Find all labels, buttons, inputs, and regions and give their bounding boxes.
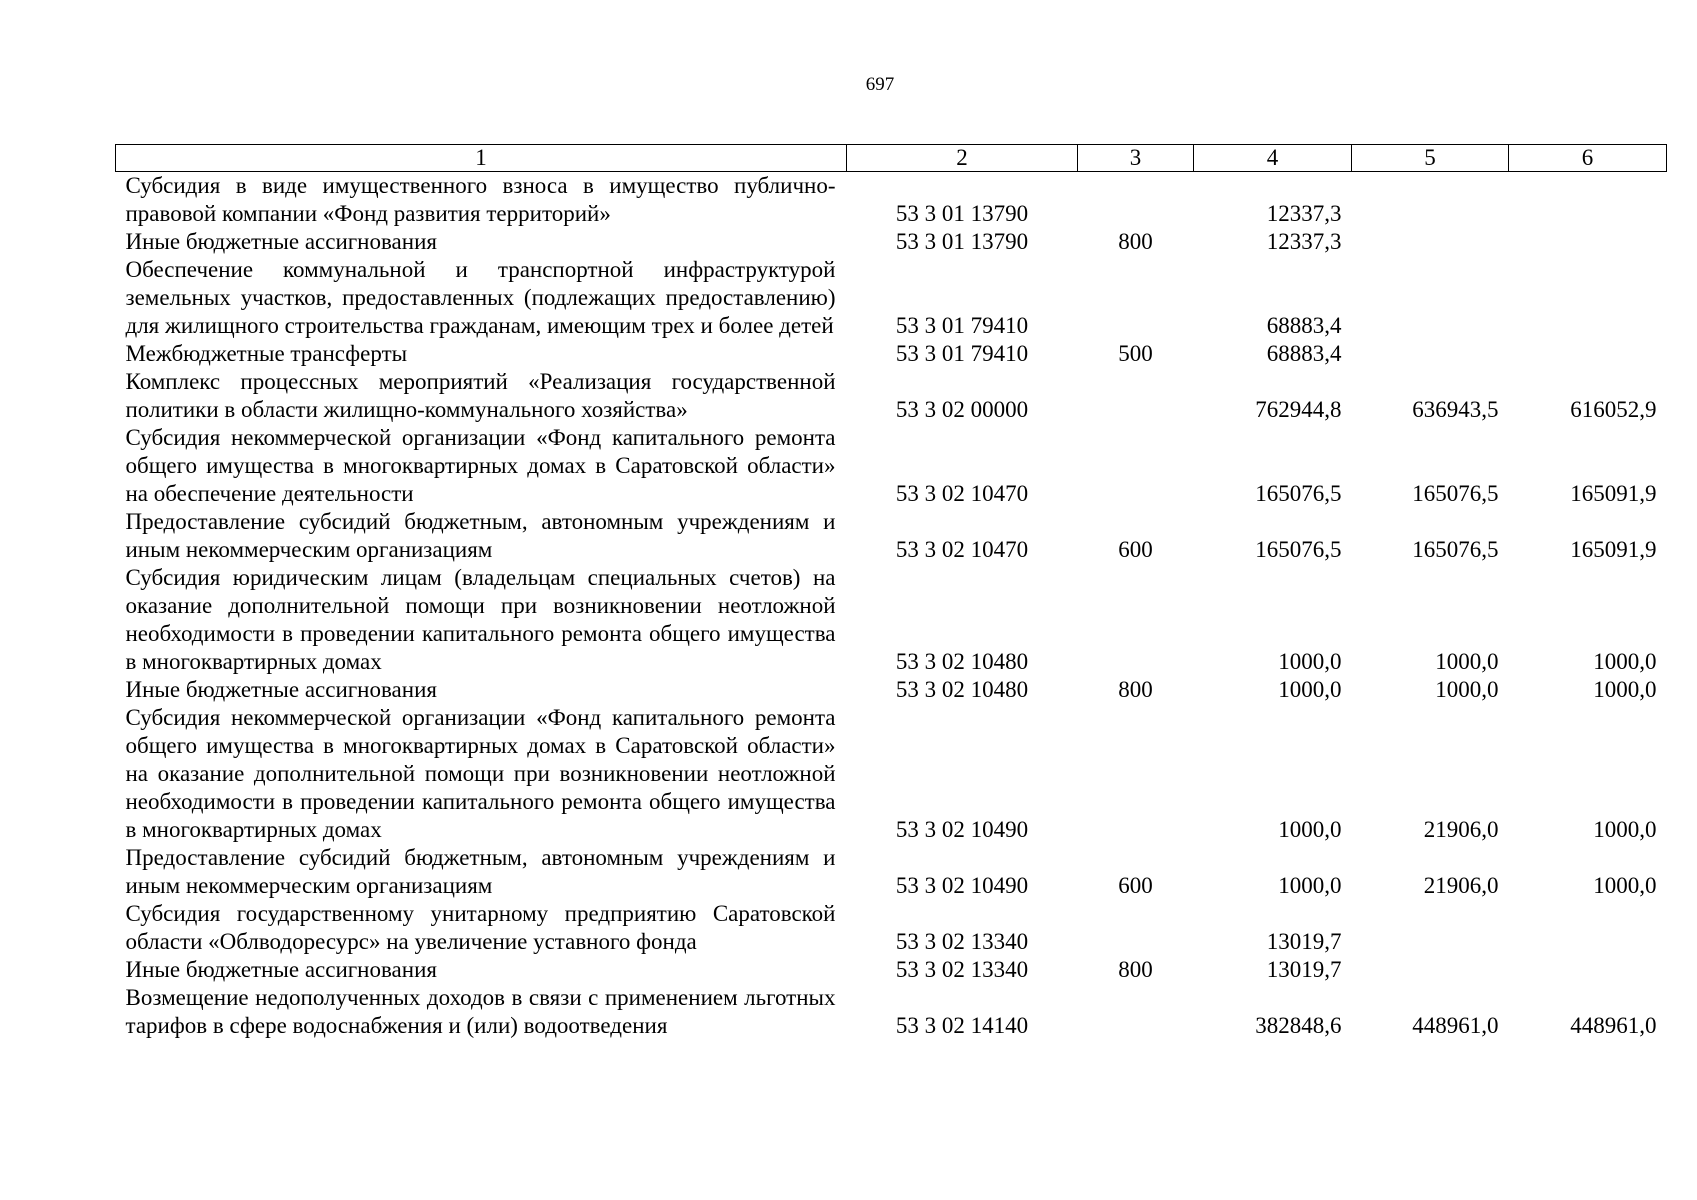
table-row xyxy=(116,564,1667,676)
row-expense-type: 500 xyxy=(1118,341,1153,366)
row-value-col5: 21906,0 xyxy=(1423,817,1499,842)
row-value-col6 xyxy=(1509,956,1667,984)
row-expense-type xyxy=(1078,172,1194,229)
row-value-col5: 165076,5 xyxy=(1412,481,1499,506)
column-header-3: 3 xyxy=(1078,145,1194,172)
table-row xyxy=(116,956,1667,984)
row-code: 53 3 01 13790 xyxy=(895,201,1029,226)
row-description: Иные бюджетные ассигнования xyxy=(125,229,437,254)
row-code: 53 3 01 79410 xyxy=(895,341,1029,366)
table-row xyxy=(116,704,1667,844)
table-header-row xyxy=(116,145,1667,172)
row-description: Субсидия в виде имущественного взноса в имущество публично-правовой компании «Фонд развития территорий» xyxy=(125,173,836,226)
row-value-col5 xyxy=(1352,900,1509,956)
row-code: 53 3 02 10470 xyxy=(895,537,1029,562)
row-description: Комплекс процессных мероприятий «Реализация государственной политики в области жилищно-коммунального хозяйства» xyxy=(125,369,836,422)
row-description: Субсидия государственному унитарному предприятию Саратовской области «Облводоресурс» на увеличение уставного фонда xyxy=(125,901,836,954)
row-expense-type xyxy=(1078,704,1194,844)
table-row xyxy=(116,256,1667,340)
row-expense-type xyxy=(1078,984,1194,1040)
row-value-col4: 13019,7 xyxy=(1266,929,1342,954)
row-value-col6: 616052,9 xyxy=(1570,397,1657,422)
row-description: Иные бюджетные ассигнования xyxy=(125,677,437,702)
table-row xyxy=(116,368,1667,424)
row-value-col6: 1000,0 xyxy=(1593,649,1657,674)
row-value-col6: 165091,9 xyxy=(1570,481,1657,506)
row-expense-type: 600 xyxy=(1118,537,1153,562)
row-value-col5: 448961,0 xyxy=(1412,1013,1499,1038)
row-value-col4: 1000,0 xyxy=(1278,873,1342,898)
row-value-col4: 68883,4 xyxy=(1266,341,1342,366)
table-row xyxy=(116,984,1667,1040)
row-value-col5 xyxy=(1352,256,1509,340)
row-value-col6 xyxy=(1509,900,1667,956)
row-value-col5: 165076,5 xyxy=(1412,537,1499,562)
row-value-col6: 165091,9 xyxy=(1570,537,1657,562)
table-row xyxy=(116,844,1667,900)
row-description: Иные бюджетные ассигнования xyxy=(125,957,437,982)
row-expense-type: 800 xyxy=(1118,229,1153,254)
row-value-col5 xyxy=(1352,228,1509,256)
table-row xyxy=(116,508,1667,564)
row-expense-type: 800 xyxy=(1118,957,1153,982)
table-row xyxy=(116,900,1667,956)
row-description: Предоставление субсидий бюджетным, автономным учреждениям и иным некоммерческим организациям xyxy=(125,509,836,562)
row-value-col5: 1000,0 xyxy=(1435,649,1499,674)
row-value-col5 xyxy=(1352,956,1509,984)
row-value-col5: 636943,5 xyxy=(1412,397,1499,422)
budget-table xyxy=(115,144,1667,1040)
row-description: Субсидия некоммерческой организации «Фонд капитального ремонта общего имущества в многоквартирных домах в Саратовской области» на обеспечение деятельности xyxy=(125,425,836,506)
row-value-col4: 1000,0 xyxy=(1278,817,1342,842)
row-code: 53 3 02 10470 xyxy=(895,481,1029,506)
row-description: Субсидия некоммерческой организации «Фонд капитального ремонта общего имущества в многоквартирных домах в Саратовской области» на оказание дополнительной помощи при возникновении неотложной необходимости в проведении капитального ремонта общего имущества в многоквартирных домах xyxy=(125,705,836,842)
row-expense-type: 800 xyxy=(1118,677,1153,702)
row-expense-type xyxy=(1078,564,1194,676)
column-header-2: 2 xyxy=(847,145,1078,172)
row-value-col4: 13019,7 xyxy=(1266,957,1342,982)
row-code: 53 3 02 14140 xyxy=(895,1013,1029,1038)
column-header-5: 5 xyxy=(1352,145,1509,172)
row-value-col6: 1000,0 xyxy=(1593,817,1657,842)
row-description: Возмещение недополученных доходов в связи с применением льготных тарифов в сфере водоснабжения и (или) водоотведения xyxy=(125,985,836,1038)
row-expense-type xyxy=(1078,256,1194,340)
row-value-col6: 448961,0 xyxy=(1570,1013,1657,1038)
row-value-col4: 762944,8 xyxy=(1255,397,1342,422)
column-header-4: 4 xyxy=(1194,145,1352,172)
row-value-col5: 21906,0 xyxy=(1423,873,1499,898)
row-code: 53 3 02 00000 xyxy=(895,397,1029,422)
row-value-col6: 1000,0 xyxy=(1593,677,1657,702)
row-value-col4: 382848,6 xyxy=(1255,1013,1342,1038)
row-value-col5 xyxy=(1352,172,1509,229)
row-code: 53 3 02 10480 xyxy=(895,677,1029,702)
row-description: Межбюджетные трансферты xyxy=(125,341,408,366)
table-row xyxy=(116,340,1667,368)
row-expense-type: 600 xyxy=(1118,873,1153,898)
table-row xyxy=(116,172,1667,229)
table-row xyxy=(116,424,1667,508)
row-expense-type xyxy=(1078,900,1194,956)
row-code: 53 3 02 13340 xyxy=(895,929,1029,954)
row-description: Обеспечение коммунальной и транспортной инфраструктурой земельных участков, предоставленных (подлежащих предоставлению) для жилищного строительства гражданам, имеющим трех и более детей xyxy=(125,257,836,338)
column-header-6: 6 xyxy=(1509,145,1667,172)
column-header-1: 1 xyxy=(116,145,847,172)
row-code: 53 3 02 13340 xyxy=(895,957,1029,982)
row-expense-type xyxy=(1078,368,1194,424)
row-code: 53 3 02 10490 xyxy=(895,817,1029,842)
row-description: Предоставление субсидий бюджетным, автономным учреждениям и иным некоммерческим организациям xyxy=(125,845,836,898)
row-value-col4: 1000,0 xyxy=(1278,649,1342,674)
table-body xyxy=(116,172,1667,1041)
row-value-col5: 1000,0 xyxy=(1435,677,1499,702)
row-value-col4: 1000,0 xyxy=(1278,677,1342,702)
row-value-col6 xyxy=(1509,172,1667,229)
row-code: 53 3 02 10480 xyxy=(895,649,1029,674)
row-value-col4: 68883,4 xyxy=(1266,313,1342,338)
row-code: 53 3 01 79410 xyxy=(895,313,1029,338)
table-row xyxy=(116,676,1667,704)
row-code: 53 3 01 13790 xyxy=(895,229,1029,254)
row-code: 53 3 02 10490 xyxy=(895,873,1029,898)
row-expense-type xyxy=(1078,424,1194,508)
row-value-col4: 165076,5 xyxy=(1255,481,1342,506)
row-value-col4: 12337,3 xyxy=(1266,201,1342,226)
row-value-col5 xyxy=(1352,340,1509,368)
table-row xyxy=(116,228,1667,256)
page-number: 697 xyxy=(865,74,895,95)
row-value-col4: 165076,5 xyxy=(1255,537,1342,562)
row-value-col6 xyxy=(1509,228,1667,256)
row-value-col6: 1000,0 xyxy=(1593,873,1657,898)
row-value-col6 xyxy=(1509,256,1667,340)
row-description: Субсидия юридическим лицам (владельцам специальных счетов) на оказание дополнительной помощи при возникновении неотложной необходимости в проведении капитального ремонта общего имущества в многоквартирных домах xyxy=(125,565,836,674)
row-value-col4: 12337,3 xyxy=(1266,229,1342,254)
row-value-col6 xyxy=(1509,340,1667,368)
